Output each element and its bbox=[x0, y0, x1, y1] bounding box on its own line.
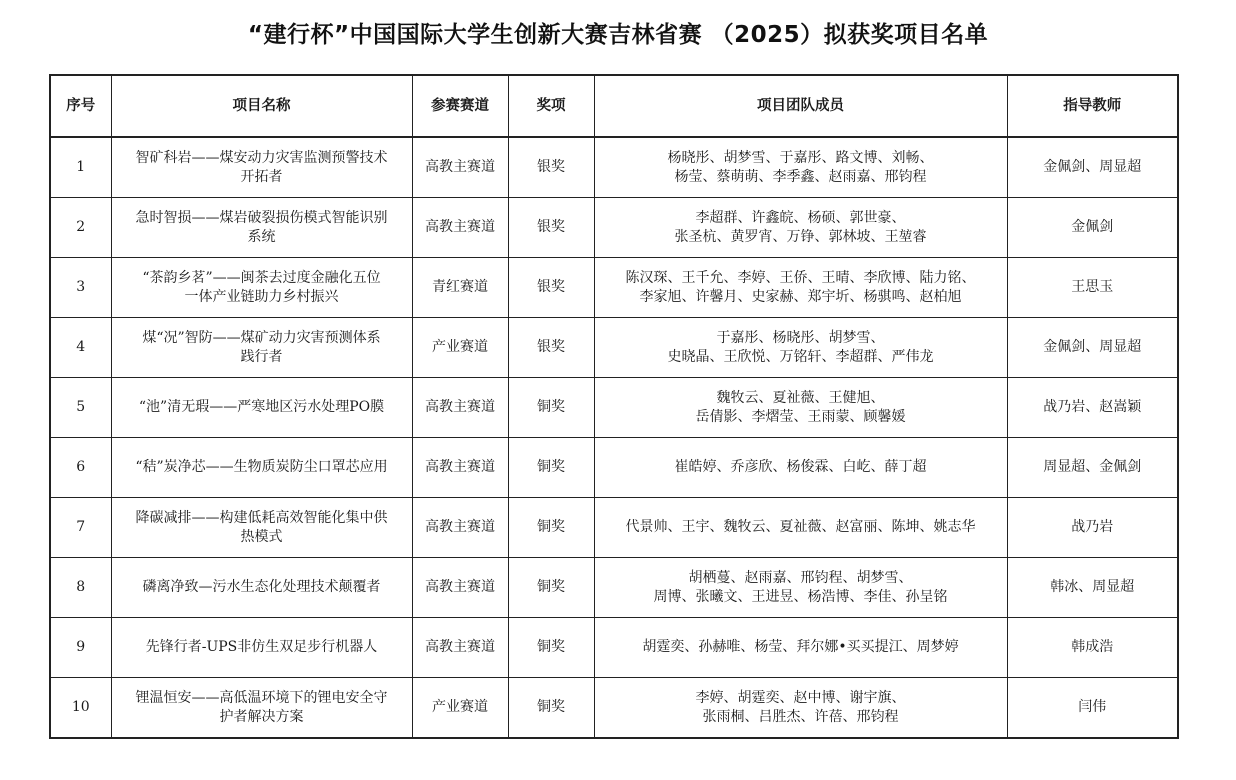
table-row bbox=[50, 137, 1178, 198]
cell-index-text: 3 bbox=[76, 279, 86, 295]
cell-track-text: 高教主赛道 bbox=[425, 399, 495, 415]
cell-project-name bbox=[111, 378, 412, 438]
cell-track bbox=[412, 678, 508, 739]
cell-advisor bbox=[1007, 678, 1178, 739]
table-row bbox=[50, 198, 1178, 258]
cell-track-text: 产业赛道 bbox=[432, 699, 488, 715]
header-track: 参赛赛道 bbox=[412, 75, 508, 137]
cell-index bbox=[50, 438, 111, 498]
cell-index bbox=[50, 378, 111, 438]
cell-track bbox=[412, 438, 508, 498]
cell-project-name-text: 磷离净致—污水生态化处理技术颠覆者 bbox=[142, 579, 381, 595]
cell-advisor-text: 韩冰、周显超 bbox=[1050, 579, 1135, 595]
cell-project-name bbox=[111, 198, 412, 258]
header-index: 序号 bbox=[50, 75, 111, 137]
cell-award bbox=[508, 678, 594, 739]
cell-track bbox=[412, 318, 508, 378]
cell-project-name-text: “秸”炭净芯——生物质炭防尘口罩芯应用 bbox=[135, 459, 388, 475]
cell-advisor-text: 王思玉 bbox=[1071, 279, 1114, 295]
cell-track bbox=[412, 378, 508, 438]
cell-team-members bbox=[594, 198, 1007, 258]
table-row bbox=[50, 678, 1178, 739]
cell-team-members bbox=[594, 137, 1007, 198]
cell-team-members-text: 胡栖蔓、赵雨嘉、邢钧程、胡梦雪、 周博、张曦文、王进昱、杨浩博、李佳、孙呈铭 bbox=[653, 569, 948, 605]
cell-award bbox=[508, 438, 594, 498]
cell-advisor bbox=[1007, 618, 1178, 678]
cell-project-name-text: 先锋行者-UPS非仿生双足步行机器人 bbox=[145, 639, 378, 655]
cell-track bbox=[412, 258, 508, 318]
cell-track-text: 高教主赛道 bbox=[425, 579, 495, 595]
cell-index-text: 6 bbox=[76, 459, 86, 475]
cell-track-text: 高教主赛道 bbox=[425, 219, 495, 235]
header-award: 奖项 bbox=[508, 75, 594, 137]
table-row bbox=[50, 318, 1178, 378]
cell-track-text: 高教主赛道 bbox=[425, 639, 495, 655]
cell-team-members-text: 魏牧云、夏祉薇、王健旭、 岳倩影、李熠莹、王雨蒙、顾馨媛 bbox=[695, 389, 906, 425]
cell-team-members-text: 代景帅、王宇、魏牧云、夏祉薇、赵富丽、陈坤、姚志华 bbox=[625, 519, 976, 535]
cell-advisor-text: 闫伟 bbox=[1078, 699, 1107, 715]
cell-team-members-text: 李婷、胡霆奕、赵中博、谢宇旗、 张雨桐、吕胜杰、许蓓、邢钧程 bbox=[695, 689, 906, 725]
cell-project-name-text: 智矿科岩——煤安动力灾害监测预警技术 开拓者 bbox=[135, 149, 388, 185]
cell-advisor-text: 战乃岩 bbox=[1071, 519, 1114, 535]
cell-index bbox=[50, 498, 111, 558]
cell-award bbox=[508, 378, 594, 438]
cell-award bbox=[508, 258, 594, 318]
cell-index bbox=[50, 258, 111, 318]
cell-project-name bbox=[111, 137, 412, 198]
cell-award bbox=[508, 558, 594, 618]
cell-advisor bbox=[1007, 498, 1178, 558]
cell-track-text: 高教主赛道 bbox=[425, 459, 495, 475]
cell-advisor-text: 金佩剑 bbox=[1071, 219, 1114, 235]
cell-index-text: 2 bbox=[76, 219, 86, 235]
cell-project-name-text: 煤“况”智防——煤矿动力灾害预测体系 践行者 bbox=[142, 329, 381, 365]
table-body bbox=[50, 137, 1178, 738]
cell-award-text: 银奖 bbox=[537, 219, 565, 235]
table-row bbox=[50, 558, 1178, 618]
cell-advisor-text: 金佩剑、周显超 bbox=[1043, 159, 1142, 175]
cell-team-members-text: 李超群、许鑫皖、杨硕、郭世豪、 张圣杭、黄罗宵、万铮、郭林坡、王堃睿 bbox=[674, 209, 927, 245]
cell-index-text: 4 bbox=[76, 339, 86, 355]
cell-team-members-text: 崔皓婷、乔彦欣、杨俊霖、白屹、薛丁超 bbox=[674, 459, 927, 475]
cell-team-members bbox=[594, 498, 1007, 558]
cell-track bbox=[412, 558, 508, 618]
cell-project-name-text: “池”清无瑕——严寒地区污水处理PO膜 bbox=[138, 399, 385, 415]
cell-advisor bbox=[1007, 378, 1178, 438]
cell-team-members bbox=[594, 378, 1007, 438]
cell-award bbox=[508, 318, 594, 378]
table-row bbox=[50, 618, 1178, 678]
cell-award bbox=[508, 137, 594, 198]
cell-index bbox=[50, 198, 111, 258]
cell-track-text: 产业赛道 bbox=[432, 339, 488, 355]
cell-team-members bbox=[594, 618, 1007, 678]
cell-track-text: 高教主赛道 bbox=[425, 519, 495, 535]
cell-team-members-text: 杨晓彤、胡梦雪、于嘉彤、路文博、刘畅、 杨莹、蔡萌萌、李季鑫、赵雨嘉、邢钧程 bbox=[667, 149, 934, 185]
cell-project-name bbox=[111, 258, 412, 318]
cell-project-name-text: 锂温恒安——高低温环境下的锂电安全守 护者解决方案 bbox=[135, 689, 388, 725]
header-project-name: 项目名称 bbox=[111, 75, 412, 137]
cell-project-name-text: 急时智损——煤岩破裂损伤模式智能识别 系统 bbox=[135, 209, 388, 245]
cell-award-text: 银奖 bbox=[537, 279, 565, 295]
cell-team-members bbox=[594, 678, 1007, 739]
cell-track-text: 高教主赛道 bbox=[425, 159, 495, 175]
cell-project-name bbox=[111, 498, 412, 558]
cell-index-text: 7 bbox=[76, 519, 86, 535]
cell-award-text: 银奖 bbox=[537, 339, 565, 355]
table-row bbox=[50, 378, 1178, 438]
cell-track bbox=[412, 618, 508, 678]
header-team-members: 项目团队成员 bbox=[594, 75, 1007, 137]
cell-team-members bbox=[594, 558, 1007, 618]
cell-project-name bbox=[111, 618, 412, 678]
cell-team-members-text: 于嘉彤、杨晓彤、胡梦雪、 史晓晶、王欣悦、万铭轩、李超群、严伟龙 bbox=[667, 329, 934, 365]
cell-award-text: 铜奖 bbox=[537, 579, 565, 595]
cell-advisor-text: 周显超、金佩剑 bbox=[1043, 459, 1142, 475]
cell-index bbox=[50, 137, 111, 198]
cell-track bbox=[412, 498, 508, 558]
cell-advisor-text: 金佩剑、周显超 bbox=[1043, 339, 1142, 355]
cell-index bbox=[50, 558, 111, 618]
cell-index bbox=[50, 618, 111, 678]
cell-team-members bbox=[594, 258, 1007, 318]
header-row bbox=[50, 75, 1178, 137]
cell-award bbox=[508, 498, 594, 558]
cell-team-members bbox=[594, 438, 1007, 498]
cell-award-text: 铜奖 bbox=[537, 639, 565, 655]
cell-track bbox=[412, 198, 508, 258]
cell-award-text: 铜奖 bbox=[537, 699, 565, 715]
cell-project-name bbox=[111, 438, 412, 498]
cell-index-text: 9 bbox=[76, 639, 86, 655]
cell-project-name bbox=[111, 678, 412, 739]
header-advisor: 指导教师 bbox=[1007, 75, 1178, 137]
cell-team-members-text: 胡霆奕、孙赫唯、杨莹、拜尔娜•买买提江、周梦婷 bbox=[642, 639, 959, 655]
cell-advisor bbox=[1007, 558, 1178, 618]
cell-award bbox=[508, 618, 594, 678]
cell-index-text: 5 bbox=[76, 399, 86, 415]
table-row bbox=[50, 498, 1178, 558]
cell-index bbox=[50, 678, 111, 739]
cell-index bbox=[50, 318, 111, 378]
cell-track bbox=[412, 137, 508, 198]
cell-index-text: 8 bbox=[76, 579, 86, 595]
cell-award-text: 铜奖 bbox=[537, 399, 565, 415]
cell-project-name-text: 降碳减排——构建低耗高效智能化集中供 热模式 bbox=[135, 509, 388, 545]
cell-award-text: 银奖 bbox=[537, 159, 565, 175]
cell-project-name-text: “茶韵乡茗”——闽茶去过度金融化五位 一体产业链助力乡村振兴 bbox=[142, 269, 381, 305]
cell-award bbox=[508, 198, 594, 258]
cell-team-members bbox=[594, 318, 1007, 378]
cell-track-text: 青红赛道 bbox=[432, 279, 488, 295]
cell-index-text: 1 bbox=[76, 159, 86, 175]
cell-advisor bbox=[1007, 198, 1178, 258]
cell-advisor bbox=[1007, 318, 1178, 378]
page-title: “建行杯”中国国际大学生创新大赛吉林省赛 （2025）拟获奖项目名单 bbox=[247, 22, 989, 48]
cell-advisor bbox=[1007, 258, 1178, 318]
cell-advisor-text: 战乃岩、赵嵩颖 bbox=[1043, 399, 1142, 415]
table-row bbox=[50, 258, 1178, 318]
award-table bbox=[49, 74, 1179, 739]
cell-award-text: 铜奖 bbox=[537, 519, 565, 535]
cell-award-text: 铜奖 bbox=[537, 459, 565, 475]
cell-index-text: 10 bbox=[71, 699, 90, 715]
cell-advisor-text: 韩成浩 bbox=[1071, 639, 1114, 655]
cell-team-members-text: 陈汉琛、王千允、李婷、王侨、王晴、李欣博、陆力铭、 李家旭、许馨月、史家赫、郑宇圻、杨骐鸣、赵柏旭 bbox=[625, 269, 976, 305]
cell-project-name bbox=[111, 558, 412, 618]
table-row bbox=[50, 438, 1178, 498]
cell-project-name bbox=[111, 318, 412, 378]
cell-advisor bbox=[1007, 438, 1178, 498]
cell-advisor bbox=[1007, 137, 1178, 198]
